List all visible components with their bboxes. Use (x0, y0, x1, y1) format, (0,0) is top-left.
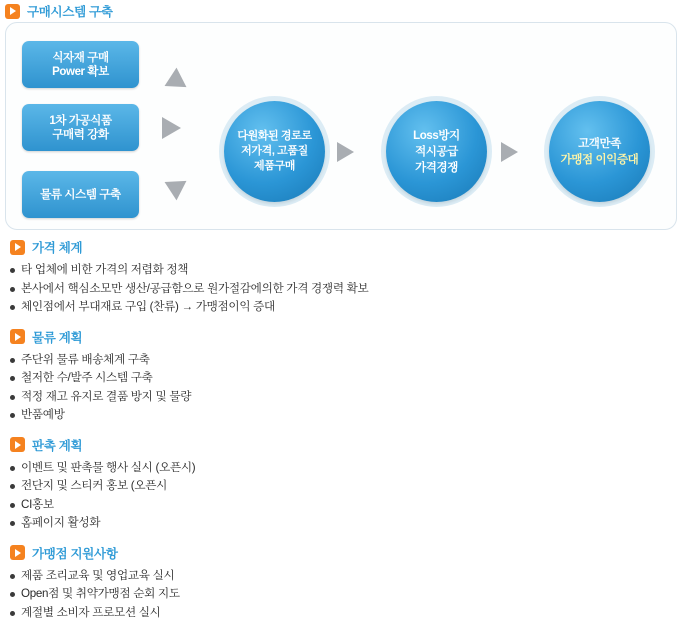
section-promotion-title: 판촉 계획 (32, 438, 83, 453)
stage-circle-3-line2: 가맹점 이익증대 (560, 153, 639, 166)
stage-circle-1-line2: 저가격, 고품질 (241, 145, 308, 157)
stage-circle-1-line3: 제품구매 (254, 160, 295, 172)
input-box-2-line2: 구매력 강화 (52, 128, 109, 141)
stage-circle-2 (386, 101, 487, 202)
section-franchise-support-title: 가맹점 지원사항 (32, 546, 118, 561)
input-box-1-line2: Power 확보 (52, 65, 109, 78)
list-item: 반품예방 (10, 406, 680, 425)
flow-arrow-icon-top (165, 68, 193, 97)
section-pricing-heading (10, 238, 680, 256)
list-item: 제품 조리교육 및 영업교육 실시 (10, 567, 680, 586)
section-franchise-support (0, 544, 680, 623)
stage-circle-3-line1: 고객만족 (578, 137, 621, 150)
flow-arrow-icon-bottom (165, 172, 193, 201)
section-pricing (0, 238, 680, 317)
flow-arrow-icon-2to3 (501, 142, 518, 162)
arrow-right-icon (10, 437, 25, 452)
detail-sections (0, 238, 680, 626)
arrow-right-icon (10, 545, 25, 560)
list-item: 적정 재고 유지로 결품 방지 및 물량 (10, 388, 680, 407)
section-promotion-list (0, 459, 680, 533)
section-franchise-support-list (0, 567, 680, 623)
section-promotion (0, 436, 680, 533)
top-section-title: 구매시스템 구축 (27, 5, 113, 19)
list-item: 철저한 수/발주 시스템 구축 (10, 369, 680, 388)
input-box-2 (22, 104, 139, 151)
list-item: 타 업체에 비한 가격의 저렴화 정책 (10, 261, 680, 280)
list-item: Open점 및 취약가맹점 순회 지도 (10, 585, 680, 604)
stage-circle-1-line1: 다원화된 경로로 (237, 130, 312, 142)
flow-arrow-icon-1to2 (337, 142, 354, 162)
arrow-right-icon (10, 240, 25, 255)
list-item: 체인점에서 부대재료 구입 (찬류) → 가맹점이익 증대 (10, 298, 680, 317)
list-item: 계절별 소비자 프로모션 실시 (10, 604, 680, 623)
diagram-container (5, 22, 677, 230)
section-logistics (0, 328, 680, 425)
section-pricing-list (0, 261, 680, 317)
input-box-1-line1: 식자재 구매 (52, 51, 109, 64)
purchasing-system-diagram-panel (0, 0, 680, 236)
spacer (0, 321, 680, 328)
section-promotion-heading (10, 436, 680, 454)
stage-circle-2-line3: 가격경쟁 (415, 161, 458, 174)
section-logistics-heading (10, 328, 680, 346)
stage-circle-2-line1: Loss방지 (413, 129, 460, 142)
input-box-1 (22, 41, 139, 88)
list-item: 홈페이지 활성화 (10, 514, 680, 533)
list-item: 주단위 물류 배송체계 구축 (10, 351, 680, 370)
input-box-3-line1: 물류 시스템 구축 (40, 188, 121, 201)
input-box-2-line1: 1차 가공식품 (49, 114, 112, 127)
stage-circle-2-line2: 적시공급 (415, 145, 458, 158)
list-item: 전단지 및 스티커 홍보 (오픈시 (10, 477, 680, 496)
section-logistics-title: 물류 계획 (32, 330, 83, 345)
section-pricing-title: 가격 체계 (32, 241, 83, 255)
section-logistics-list (0, 351, 680, 425)
top-section-heading (5, 2, 113, 20)
spacer (0, 429, 680, 436)
arrow-right-icon (10, 329, 25, 344)
list-item: CI홍보 (10, 496, 680, 515)
stage-circle-3 (549, 101, 650, 202)
section-franchise-support-heading (10, 544, 680, 562)
arrow-right-icon (5, 4, 20, 19)
stage-circle-1 (224, 101, 325, 202)
input-box-3 (22, 171, 139, 218)
list-item: 본사에서 핵심소모만 생산/공급함으로 원가절감에의한 가격 경쟁력 확보 (10, 280, 680, 299)
list-item: 이벤트 및 판촉물 행사 실시 (오픈시) (10, 459, 680, 478)
spacer (0, 537, 680, 544)
flow-arrow-icon-middle (162, 117, 181, 139)
